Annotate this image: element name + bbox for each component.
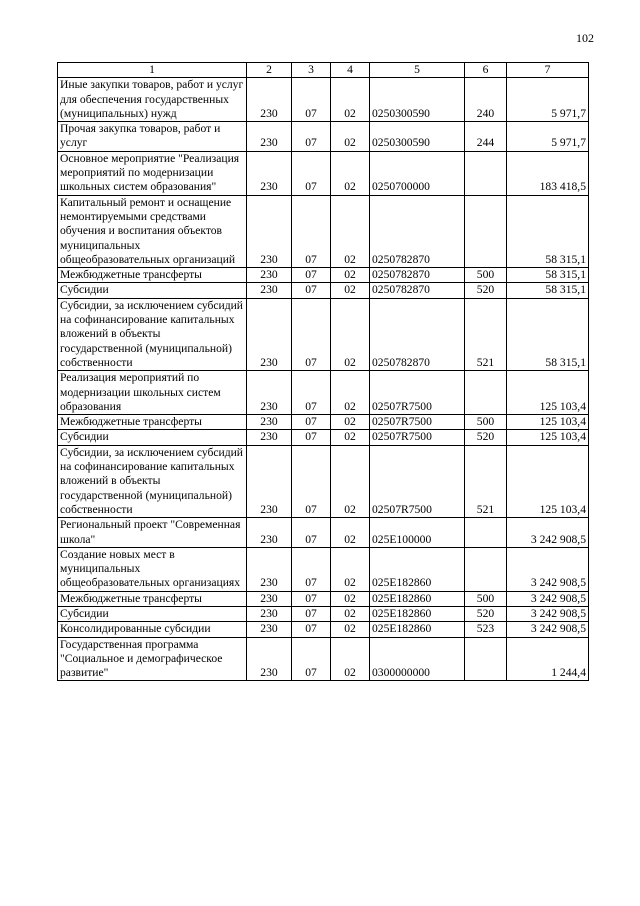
row-target-article-cell: 025E182860 [370, 591, 465, 606]
row-amount-cell: 125 103,4 [507, 430, 589, 445]
row-target-article-cell: 02507R7500 [370, 445, 465, 517]
row-subsection-cell: 02 [331, 371, 370, 415]
row-target-article-cell: 0250782870 [370, 268, 465, 283]
row-subsection-cell: 02 [331, 268, 370, 283]
column-header: 1 [58, 63, 247, 78]
row-name-cell: Субсидии, за исключением субсидий на софинансирование капитальных вложений в объекты государственной (муниципальной) собственности [58, 298, 247, 370]
row-subsection-cell: 02 [331, 283, 370, 298]
table-row [58, 445, 589, 517]
row-subsection-cell: 02 [331, 415, 370, 430]
table-row [58, 195, 589, 267]
row-code-cell: 230 [247, 547, 292, 591]
row-subsection-cell: 02 [331, 518, 370, 548]
row-subsection-cell: 02 [331, 606, 370, 621]
row-expense-type-cell: 500 [465, 268, 507, 283]
row-target-article-cell: 0250782870 [370, 298, 465, 370]
row-expense-type-cell [465, 195, 507, 267]
row-name-cell: Региональный проект "Современная школа" [58, 518, 247, 548]
row-expense-type-cell: 500 [465, 591, 507, 606]
row-section-cell: 07 [292, 591, 331, 606]
row-section-cell: 07 [292, 445, 331, 517]
row-expense-type-cell [465, 637, 507, 681]
row-amount-cell: 58 315,1 [507, 283, 589, 298]
row-code-cell: 230 [247, 445, 292, 517]
row-subsection-cell: 02 [331, 122, 370, 152]
row-code-cell: 230 [247, 371, 292, 415]
row-amount-cell: 125 103,4 [507, 371, 589, 415]
row-target-article-cell: 02507R7500 [370, 371, 465, 415]
row-name-cell: Консолидированные субсидии [58, 622, 247, 637]
row-name-cell: Субсидии [58, 430, 247, 445]
budget-table [57, 62, 589, 681]
row-target-article-cell: 0250700000 [370, 151, 465, 195]
row-section-cell: 07 [292, 430, 331, 445]
row-name-cell: Межбюджетные трансферты [58, 268, 247, 283]
row-amount-cell: 58 315,1 [507, 268, 589, 283]
row-code-cell: 230 [247, 606, 292, 621]
row-amount-cell: 3 242 908,5 [507, 622, 589, 637]
row-name-cell: Прочая закупка товаров, работ и услуг [58, 122, 247, 152]
row-amount-cell: 58 315,1 [507, 298, 589, 370]
row-code-cell: 230 [247, 415, 292, 430]
row-expense-type-cell: 244 [465, 122, 507, 152]
row-code-cell: 230 [247, 591, 292, 606]
row-expense-type-cell: 523 [465, 622, 507, 637]
table-row [58, 283, 589, 298]
row-expense-type-cell [465, 151, 507, 195]
table-row [58, 78, 589, 122]
row-code-cell: 230 [247, 268, 292, 283]
row-subsection-cell: 02 [331, 591, 370, 606]
row-target-article-cell: 02507R7500 [370, 430, 465, 445]
row-expense-type-cell: 521 [465, 298, 507, 370]
row-code-cell: 230 [247, 622, 292, 637]
table-body [58, 78, 589, 681]
row-code-cell: 230 [247, 122, 292, 152]
row-section-cell: 07 [292, 547, 331, 591]
row-amount-cell: 5 971,7 [507, 122, 589, 152]
row-amount-cell: 3 242 908,5 [507, 518, 589, 548]
row-target-article-cell: 0300000000 [370, 637, 465, 681]
row-subsection-cell: 02 [331, 445, 370, 517]
table-row [58, 430, 589, 445]
table-header-row [58, 63, 589, 78]
table-row [58, 637, 589, 681]
row-expense-type-cell: 520 [465, 430, 507, 445]
row-target-article-cell: 02507R7500 [370, 415, 465, 430]
table-row [58, 606, 589, 621]
row-section-cell: 07 [292, 195, 331, 267]
row-name-cell: Основное мероприятие "Реализация мероприятий по модернизации школьных систем образования" [58, 151, 247, 195]
row-code-cell: 230 [247, 151, 292, 195]
table-row [58, 298, 589, 370]
column-header: 7 [507, 63, 589, 78]
column-header: 6 [465, 63, 507, 78]
row-name-cell: Субсидии [58, 283, 247, 298]
row-target-article-cell: 0250782870 [370, 283, 465, 298]
row-expense-type-cell [465, 371, 507, 415]
row-expense-type-cell [465, 547, 507, 591]
row-target-article-cell: 025E100000 [370, 518, 465, 548]
table-row [58, 151, 589, 195]
row-subsection-cell: 02 [331, 622, 370, 637]
row-section-cell: 07 [292, 78, 331, 122]
row-section-cell: 07 [292, 606, 331, 621]
row-section-cell: 07 [292, 371, 331, 415]
row-expense-type-cell [465, 518, 507, 548]
row-name-cell: Субсидии, за исключением субсидий на софинансирование капитальных вложений в объекты государственной (муниципальной) собственности [58, 445, 247, 517]
row-name-cell: Межбюджетные трансферты [58, 591, 247, 606]
page-number: 102 [576, 31, 594, 45]
table-row [58, 415, 589, 430]
column-header: 4 [331, 63, 370, 78]
row-subsection-cell: 02 [331, 195, 370, 267]
row-amount-cell: 125 103,4 [507, 415, 589, 430]
row-target-article-cell: 0250300590 [370, 122, 465, 152]
row-name-cell: Создание новых мест в муниципальных общеобразовательных организациях [58, 547, 247, 591]
table-row [58, 518, 589, 548]
row-target-article-cell: 0250300590 [370, 78, 465, 122]
row-section-cell: 07 [292, 298, 331, 370]
row-name-cell: Иные закупки товаров, работ и услуг для обеспечения государственных (муниципальных) нужд [58, 78, 247, 122]
table-row [58, 371, 589, 415]
row-amount-cell: 5 971,7 [507, 78, 589, 122]
row-name-cell: Капитальный ремонт и оснащение немонтируемыми средствами обучения и воспитания объектов муниципальных общеобразовательных организаций [58, 195, 247, 267]
row-section-cell: 07 [292, 622, 331, 637]
column-header: 2 [247, 63, 292, 78]
row-name-cell: Реализация мероприятий по модернизации школьных систем образования [58, 371, 247, 415]
row-section-cell: 07 [292, 151, 331, 195]
row-amount-cell: 1 244,4 [507, 637, 589, 681]
row-amount-cell: 183 418,5 [507, 151, 589, 195]
row-expense-type-cell: 520 [465, 283, 507, 298]
row-subsection-cell: 02 [331, 430, 370, 445]
row-section-cell: 07 [292, 415, 331, 430]
row-section-cell: 07 [292, 637, 331, 681]
row-section-cell: 07 [292, 268, 331, 283]
column-header: 5 [370, 63, 465, 78]
row-amount-cell: 125 103,4 [507, 445, 589, 517]
row-subsection-cell: 02 [331, 547, 370, 591]
row-expense-type-cell: 500 [465, 415, 507, 430]
row-code-cell: 230 [247, 518, 292, 548]
table-row [58, 547, 589, 591]
row-subsection-cell: 02 [331, 78, 370, 122]
column-header: 3 [292, 63, 331, 78]
row-code-cell: 230 [247, 283, 292, 298]
row-code-cell: 230 [247, 195, 292, 267]
row-section-cell: 07 [292, 518, 331, 548]
row-subsection-cell: 02 [331, 637, 370, 681]
row-target-article-cell: 025E182860 [370, 622, 465, 637]
row-target-article-cell: 025E182860 [370, 547, 465, 591]
row-subsection-cell: 02 [331, 151, 370, 195]
row-expense-type-cell: 240 [465, 78, 507, 122]
row-name-cell: Субсидии [58, 606, 247, 621]
table-row [58, 122, 589, 152]
table-row [58, 268, 589, 283]
row-expense-type-cell: 520 [465, 606, 507, 621]
row-subsection-cell: 02 [331, 298, 370, 370]
row-code-cell: 230 [247, 78, 292, 122]
row-amount-cell: 3 242 908,5 [507, 606, 589, 621]
row-expense-type-cell: 521 [465, 445, 507, 517]
row-target-article-cell: 025E182860 [370, 606, 465, 621]
row-amount-cell: 3 242 908,5 [507, 547, 589, 591]
row-amount-cell: 3 242 908,5 [507, 591, 589, 606]
row-code-cell: 230 [247, 298, 292, 370]
row-name-cell: Государственная программа "Социальное и демографическое развитие" [58, 637, 247, 681]
row-code-cell: 230 [247, 637, 292, 681]
row-section-cell: 07 [292, 122, 331, 152]
table-row [58, 591, 589, 606]
row-code-cell: 230 [247, 430, 292, 445]
row-name-cell: Межбюджетные трансферты [58, 415, 247, 430]
table-row [58, 622, 589, 637]
row-target-article-cell: 0250782870 [370, 195, 465, 267]
row-section-cell: 07 [292, 283, 331, 298]
row-amount-cell: 58 315,1 [507, 195, 589, 267]
